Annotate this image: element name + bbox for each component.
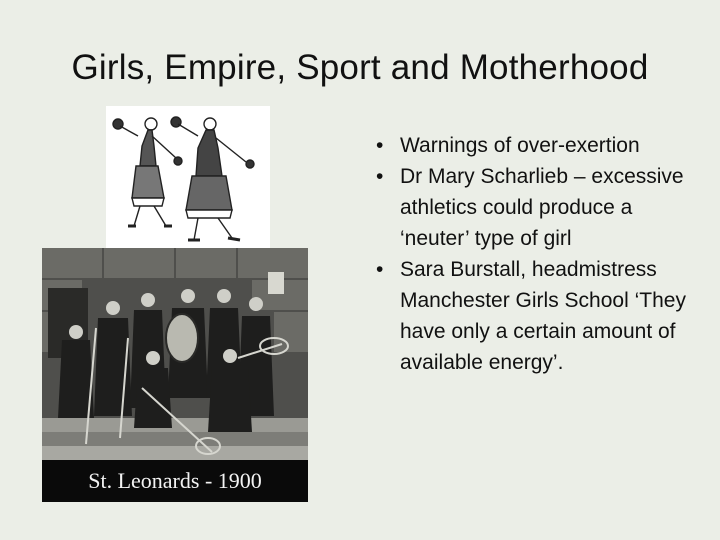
team-photo-drawing [42, 248, 308, 460]
bullet-text: Sara Burstall, headmistress Manchester Girls School ‘They have only a certain amount of available energy’. [400, 258, 686, 374]
bullet-marker: • [376, 258, 384, 281]
photo-caption: St. Leonards - 1900 [42, 460, 308, 502]
bullet-list [370, 130, 700, 378]
bullet-marker: • [376, 134, 384, 157]
bullet-text: Dr Mary Scharlieb – excessive athletics could produce a ‘neuter’ type of girl [400, 165, 684, 250]
bullet-text: Warnings of over-exertion [400, 134, 640, 157]
lacrosse-team-photo [42, 248, 308, 502]
dumbbell-exercise-illustration [106, 106, 270, 256]
bullet-marker: • [376, 165, 384, 188]
slide-title: Girls, Empire, Sport and Motherhood [71, 48, 649, 87]
dumbbell-girls-drawing [106, 106, 270, 256]
bullet-item [370, 161, 700, 254]
bullet-item [370, 130, 700, 161]
bullet-item [370, 254, 700, 378]
